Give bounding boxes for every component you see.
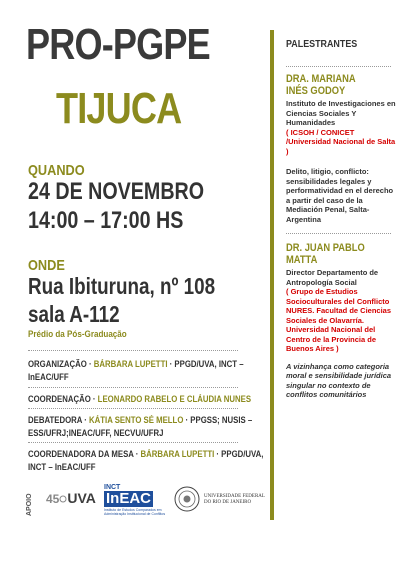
when-label: QUANDO — [28, 162, 85, 179]
university-seal-icon — [174, 486, 200, 512]
apoio-label: APOIO — [26, 493, 33, 516]
divider-rule — [28, 408, 238, 409]
event-title: PRO-PGPE — [26, 20, 210, 69]
event-building: Prédio da Pós-Graduação — [28, 329, 127, 340]
speakers-panel — [286, 38, 396, 400]
column-divider — [270, 30, 274, 520]
event-room: sala A-112 — [28, 301, 120, 327]
speaker-card — [286, 73, 396, 224]
credit-coordenacao: COORDENAÇÃO · LEONARDO RABELO E CLÁUDIA NUNES — [28, 394, 252, 405]
divider-rule — [286, 233, 391, 234]
event-address: Rua Ibituruna, nº 108 — [28, 273, 216, 299]
where-label: ONDE — [28, 257, 65, 274]
sponsor-logos — [26, 484, 266, 520]
speaker-name: DRA. MARIANA INÉS GODOY — [286, 73, 356, 97]
divider-rule — [28, 442, 238, 443]
event-subtitle: TIJUCA — [56, 84, 182, 133]
divider-rule — [28, 350, 238, 351]
speaker-card — [286, 242, 396, 400]
event-time: 14:00 – 17:00 HS — [28, 207, 184, 234]
divider-rule — [286, 66, 391, 67]
speaker-affiliation: Instituto de Investigaciones en Ciencias Sociales Y Humanidades — [286, 99, 396, 127]
uff-logo: UNIVERSIDADE FEDERAL DO RIO DE JANEIRO — [174, 486, 266, 516]
speaker-name: DR. JUAN PABLO MATTA — [286, 242, 365, 266]
speaker-institution: ( Grupo de Estudios Socioculturales del Conflicto NURES. Facultad de Ciencias Sociales de Olavarría. Universidad Nacional del Centro de la Provincia de Buenos Aires ) — [286, 287, 392, 353]
talk-title: Delito, litigio, conflicto: sensibilidades legales y performatividad en el derecho a partir del caso de la Mediación Penal, Salta-Argentina — [286, 167, 394, 224]
event-date: 24 DE NOVEMBRO — [28, 178, 205, 205]
credit-organizacao: ORGANIZAÇÃO · BÁRBARA LUPETTI · PPGD/UVA, INCT – InEAC/UFF — [28, 359, 244, 383]
speaker-institution: ( ICSOH / CONICET /Universidad Nacional de Salta ) — [286, 127, 396, 156]
inct-ineac-logo: INCT InEAC Instituto de Estudos Comparados em Administração Institucional de Conflitos — [104, 484, 166, 516]
talk-title: A vizinhança como categoria moral e sensibilidade jurídica singular no contexto de conflitos comunitários — [286, 361, 392, 399]
credit-debatedora: DEBATEDORA · KÁTIA SENTO SÉ MELLO · PPGSS; NUSIS – ESS/UFRJ;INEAC/UFF, NECVU/UFRJ — [28, 415, 253, 439]
uva-logo: 45 UVA — [46, 490, 96, 506]
divider-rule — [28, 387, 238, 388]
speaker-affiliation: Director Departamento de Antropología Social — [286, 268, 379, 287]
credit-coordenadora-mesa: COORDENADORA DA MESA · BÁRBARA LUPETTI · PPGD/UVA, INCT – InEAC/UFF — [28, 449, 264, 473]
speakers-heading: PALESTRANTES — [286, 38, 358, 50]
